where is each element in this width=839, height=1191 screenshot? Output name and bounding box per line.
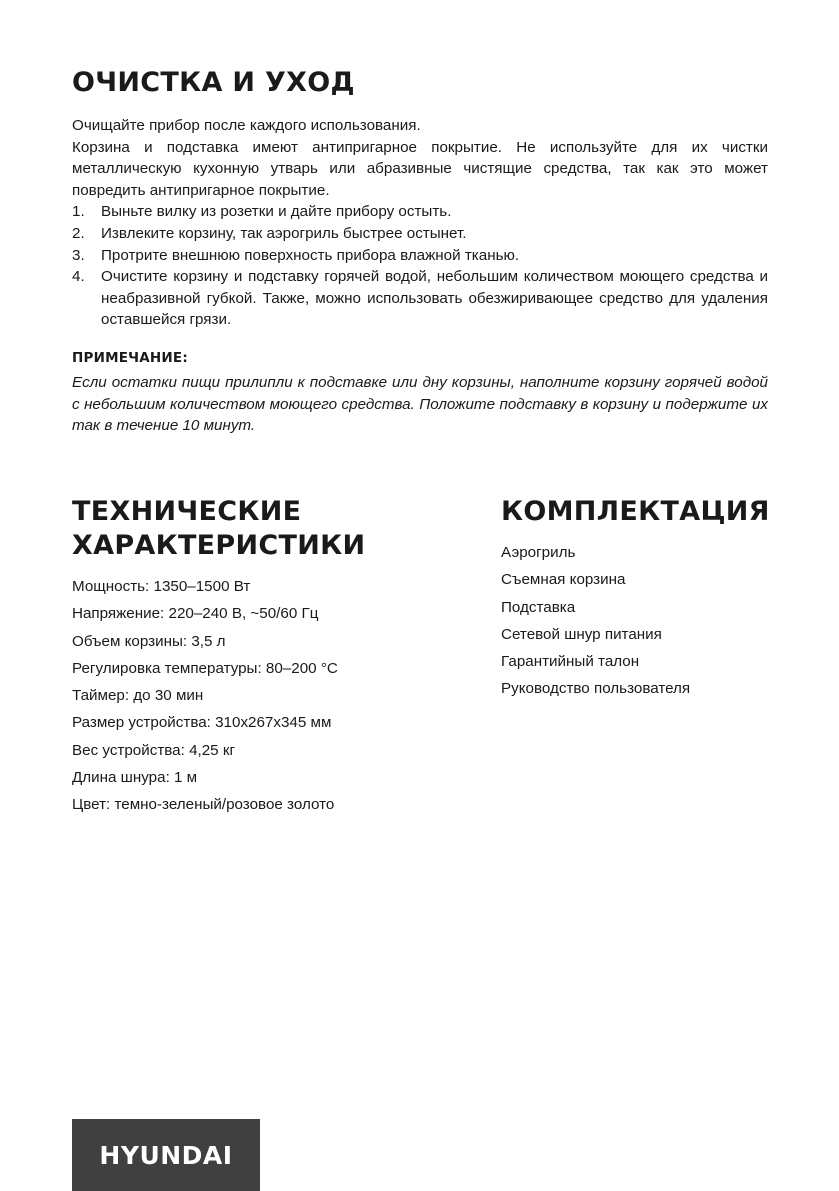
spec-item: Вес устройства: 4,25 кг [72,741,236,759]
care-step-text: Извлеките корзину, так аэрогриль быстрее остынет. [101,224,467,242]
brand-logo-text: HYUNDAI [99,1140,233,1170]
note-text: Если остатки пищи прилипли к подставке или дну корзины, наполните корзину горячей водой с небольшим количеством моющего средства. Положите подставку в корзину и подержите их так в течение 10 минут. [72,374,768,435]
spec-item: Таймер: до 30 мин [72,687,204,705]
kit-item: Сетевой шнур питания [501,625,662,643]
spec-item: Объем корзины: 3,5 л [72,632,226,650]
specs-section-title [72,495,365,563]
specs-title-line-2: ХАРАКТЕРИСТИКИ [72,530,366,561]
spec-item: Длина шнура: 1 м [72,769,198,787]
care-step [72,201,768,223]
spec-item: Регулировка температуры: 80–200 °С [72,659,338,677]
kit-item: Съемная корзина [501,571,626,589]
brand-logo [72,1119,260,1191]
kit-list [501,539,801,703]
care-intro-2: Корзина и подставка имеют антипригарное покрытие. Не используйте для их чистки металлическую кухонную утварь или абразивные чистящие средства, так как это может повредить антипригарное покрытие. [72,138,768,199]
care-step [72,223,768,245]
spec-item: Мощность: 1350–1500 Вт [72,578,251,595]
kit-item: Гарантийный талон [501,653,640,671]
care-steps-list [72,201,768,331]
care-step-text: Протрите внешнюю поверхность прибора влажной тканью. [101,246,520,264]
spec-item: Цвет: темно-зеленый/розовое золото [72,796,335,814]
kit-item: Аэрогриль [501,544,576,561]
care-step [72,245,768,267]
spec-item: Размер устройства: 310x267x345 мм [72,714,332,732]
care-step-text: Выньте вилку из розетки и дайте прибору остыть. [101,203,452,221]
care-step-text: Очистите корзину и подставку горячей водой, небольшим количеством моющего средства и неабразивной губкой. Также, можно использовать обезжиривающее средство для удаления оставшейся грязи. [101,268,768,329]
kit-section-title: КОМПЛЕКТАЦИЯ [501,496,770,527]
care-step-number: 2. [72,224,85,242]
note-title: ПРИМЕЧАНИЕ: [72,350,188,366]
care-intro-1: Очищайте прибор после каждого использования. [72,117,421,134]
specs-list [72,573,472,819]
care-step-number: 1. [72,203,85,221]
care-step [72,266,768,331]
kit-item: Подставка [501,598,576,616]
care-section-title: ОЧИСТКА И УХОД [72,67,355,98]
care-section-body [72,115,768,331]
care-step-number: 4. [72,268,85,286]
specs-title-line-1: ТЕХНИЧЕСКИЕ [72,496,302,527]
kit-item: Руководство пользователя [501,680,691,698]
care-step-number: 3. [72,246,85,264]
spec-item: Напряжение: 220–240 В, ~50/60 Гц [72,605,319,623]
